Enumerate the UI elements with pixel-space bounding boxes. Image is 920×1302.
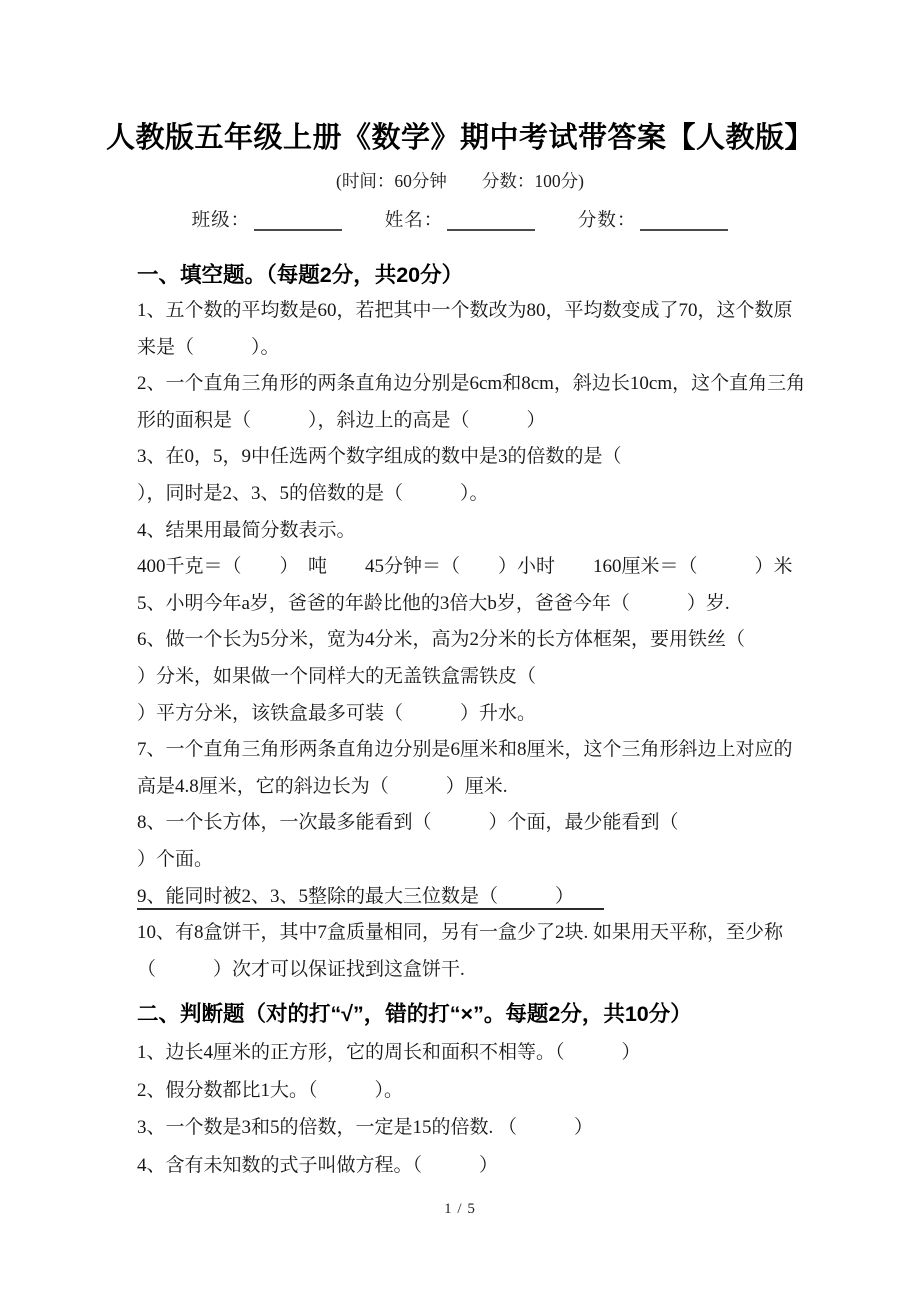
question-text: 1、五个数的平均数是60，若把其中一个数改为80，平均数变成了70，这个数原 — [137, 300, 793, 321]
blank-line — [640, 211, 728, 232]
question-line — [137, 622, 800, 659]
question-line — [137, 732, 800, 769]
exam-info: (时间：60分钟 分数：100分) — [336, 171, 584, 191]
question-line — [137, 549, 800, 586]
question-line — [137, 805, 800, 842]
section-lines — [137, 1034, 800, 1184]
question-line — [137, 1109, 800, 1147]
question-text: 7、一个直角三角形两条直角边分别是6厘米和8厘米，这个三角形斜边上对应的 — [137, 739, 793, 761]
section-heading: 二、判断题（对的打“√”，错的打“×”。每题2分，共10分） — [137, 1002, 692, 1027]
question-line — [137, 1147, 800, 1185]
section-fill-in-blanks — [137, 257, 806, 988]
header-field — [578, 211, 729, 231]
question-line — [137, 842, 800, 879]
question-line — [137, 330, 800, 367]
question-line — [137, 476, 800, 513]
question-text: 9、能同时被2、3、5整除的最大三位数是（ ） — [137, 886, 604, 910]
question-text: （ ）次才可以保证找到这盒饼干. — [137, 958, 465, 980]
question-line — [137, 952, 800, 989]
question-text: 高是4.8厘米，它的斜边长为（ ）厘米. — [137, 775, 508, 797]
question-text: 3、一个数是3和5的倍数，一定是15的倍数. （ ） — [137, 1117, 594, 1139]
page-number: 1 / 5 — [444, 1201, 476, 1217]
question-line — [137, 769, 800, 806]
question-text: 5、小明今年a岁，爸爸的年龄比他的3倍大b岁，爸爸今年（ ）岁. — [137, 592, 730, 614]
header-field — [385, 211, 536, 231]
question-text: 形的面积是（ ），斜边上的高是（ ） — [137, 409, 546, 431]
page-title: 人教版五年级上册《数学》期中考试带答案【人教版】 — [105, 122, 814, 154]
header-field — [192, 211, 343, 231]
field-label: 班级： — [191, 211, 251, 231]
section-true-false — [137, 994, 800, 1184]
question-text: 3、在0，5，9中任选两个数字组成的数中是3的倍数的是（ — [137, 446, 622, 468]
blank-line — [254, 211, 342, 232]
question-text: 400千克＝（ ） 吨 45分钟＝（ ）小时 160厘米＝（ ）米 — [137, 556, 793, 578]
section-lines — [137, 293, 806, 988]
question-line — [137, 586, 800, 623]
question-text: ）分米，如果做一个同样大的无盖铁盒需铁皮（ — [137, 665, 537, 687]
question-text: 1、边长4厘米的正方形，它的周长和面积不相等。（ ） — [137, 1042, 641, 1064]
question-text: 2、假分数都比1大。（ ）。 — [137, 1079, 404, 1101]
question-text: 4、含有未知数的式子叫做方程。（ ） — [137, 1154, 499, 1176]
question-line — [137, 915, 800, 952]
question-text: 4、结果用最简分数表示。 — [137, 519, 356, 541]
question-text: ）平方分米，该铁盒最多可装（ ）升水。 — [137, 702, 537, 724]
question-line — [137, 439, 800, 476]
question-line — [137, 879, 800, 916]
question-line — [137, 1072, 800, 1110]
exam-content — [137, 257, 806, 1184]
question-line — [137, 696, 800, 733]
field-label: 分数： — [577, 211, 637, 231]
section-heading: 一、填空题。（每题2分，共20分） — [137, 263, 464, 287]
question-line — [137, 513, 800, 550]
blank-line — [447, 211, 535, 232]
question-text: 8、一个长方体，一次最多能看到（ ）个面，最少能看到（ — [137, 812, 679, 834]
student-info-row — [0, 208, 920, 235]
question-text: ），同时是2、3、5的倍数的是（ ）。 — [137, 482, 489, 504]
question-line — [137, 403, 800, 440]
question-text: ）个面。 — [137, 848, 214, 870]
question-text: 来是（ ）。 — [137, 336, 280, 358]
question-line — [137, 293, 800, 330]
field-label: 姓名： — [384, 211, 444, 231]
question-text: 6、做一个长为5分米，宽为4分米，高为2分米的长方体框架，要用铁丝（ — [137, 629, 746, 651]
question-line — [137, 659, 800, 696]
question-text: 10、有8盒饼干，其中7盒质量相同，另有一盒少了2块. 如果用天平称，至少称 — [137, 922, 784, 944]
question-line — [137, 1034, 800, 1072]
question-line — [137, 366, 806, 403]
question-text: 2、一个直角三角形的两条直角边分别是6cm和8cm，斜边长10cm，这个直角三角 — [137, 373, 806, 395]
